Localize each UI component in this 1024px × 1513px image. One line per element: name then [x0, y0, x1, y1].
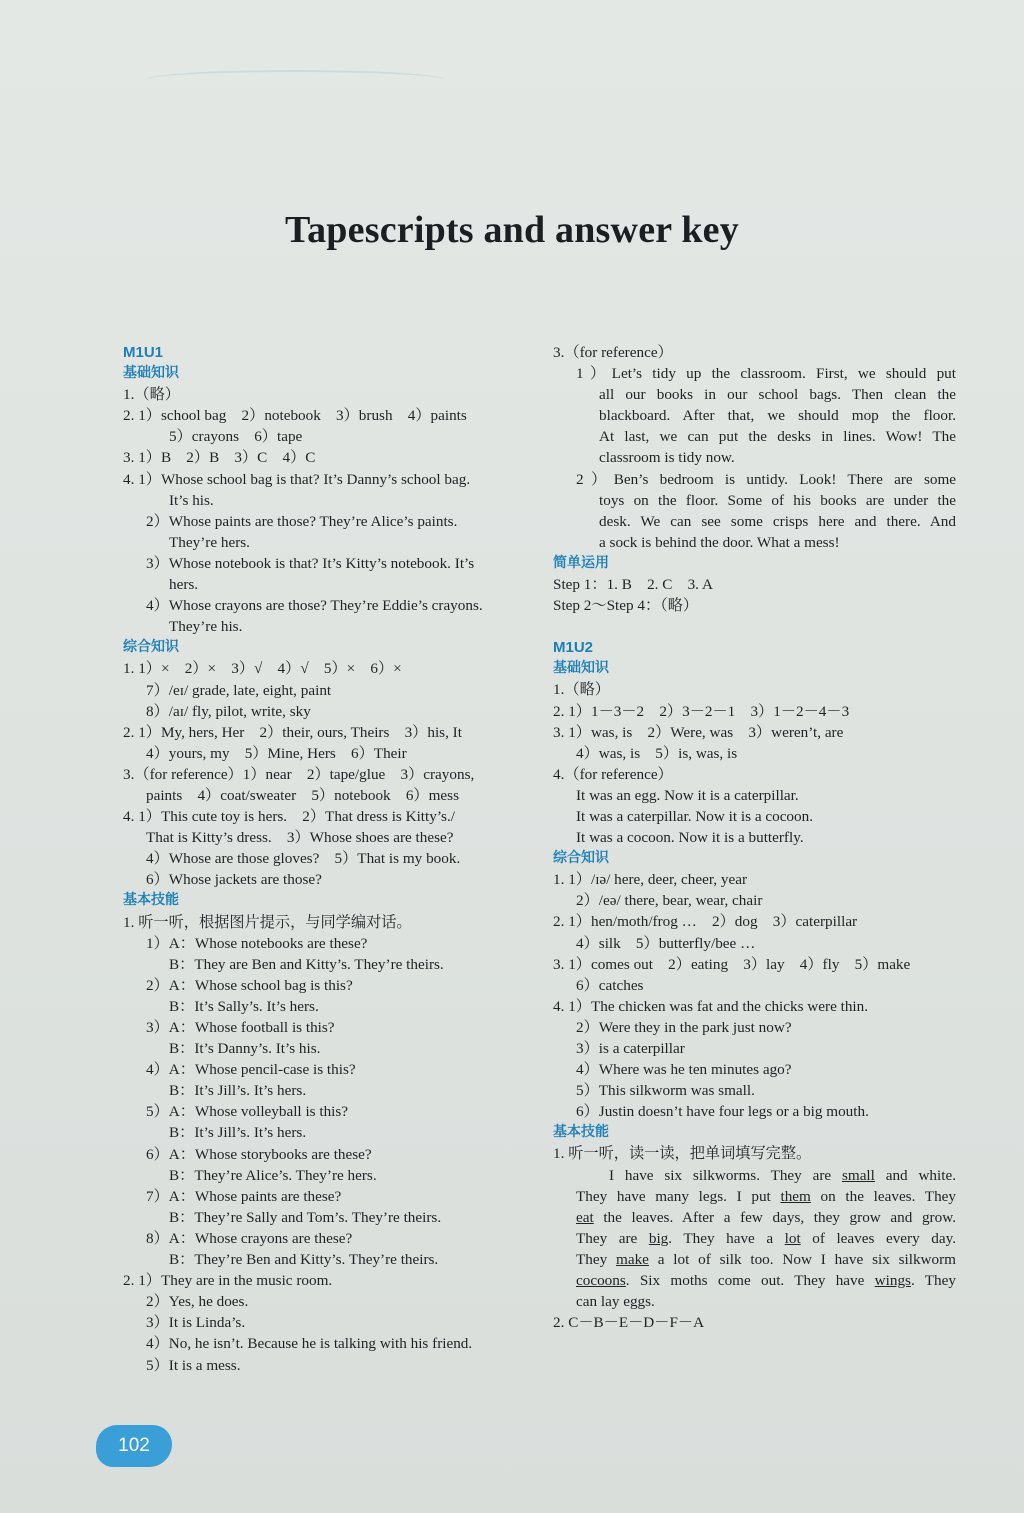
answer-line: 2）Whose paints are those? They’re Alice’s paints.	[146, 512, 458, 530]
section-heading: 基本技能	[553, 1124, 609, 1141]
cloze-line	[553, 1186, 956, 1207]
answer-line: 1. 听一听，读一读，把单词填写完整。	[553, 1145, 812, 1163]
passage-line: 1）Let’s tidy up the classroom. First, we should put	[576, 365, 956, 383]
answer-line: 2. 1）My, hers, Her 2）their, ours, Theirs 3）his, It	[123, 723, 462, 741]
page-number-badge: 102	[96, 1425, 172, 1467]
passage-line: all our books in our school bags. Then clean the	[599, 386, 956, 404]
answer-line: 4. 1）This cute toy is hers. 2）That dress is Kitty’s./	[123, 808, 455, 826]
answer-line: 3. 1）comes out 2）eating 3）lay 4）fly 5）make	[553, 955, 911, 973]
cloze-text: a lot of silk too. Now I have six silkworm	[648, 1250, 956, 1268]
answer-line: 2. 1）1－3－2 2）3－2－1 3）1－2－4－3	[553, 702, 850, 720]
section-heading: 综合知识	[123, 639, 179, 656]
cloze-line: can lay eggs.	[576, 1293, 655, 1311]
dialogue-line: 4）A：Whose pencil-case is this?	[146, 1061, 356, 1079]
dialogue-line: B：They’re Sally and Tom’s. They’re theirs.	[169, 1208, 442, 1226]
cloze-answer: cocoons	[576, 1272, 626, 1290]
cloze-answer: big	[648, 1229, 669, 1247]
section-heading: 基础知识	[123, 365, 179, 382]
answer-line: 4）Whose crayons are those? They’re Eddie’s crayons.	[146, 597, 483, 615]
cloze-text: They have many legs. I put	[576, 1187, 781, 1205]
answer-line: 3）is a caterpillar	[576, 1040, 685, 1057]
answer-line: 3. 1）B 2）B 3）C 4）C	[123, 449, 316, 467]
pencil-scribble	[145, 70, 445, 90]
dialogue-line: B：They’re Alice’s. They’re hers.	[169, 1166, 377, 1184]
answer-line: 1. 1）× 2）× 3）√ 4）√ 5）× 6）×	[123, 660, 402, 678]
page-title: Tapescripts and answer key	[285, 209, 739, 251]
dialogue-line: 3）A：Whose football is this?	[146, 1019, 335, 1036]
answer-line: 2. 1）They are in the music room.	[123, 1272, 333, 1290]
answer-line: 2）/eə/ there, bear, wear, chair	[576, 892, 763, 910]
cloze-text: the leaves. After a few days, they grow and grow.	[593, 1208, 956, 1226]
answer-line: 4）silk 5）butterfly/bee …	[576, 934, 756, 952]
answer-line: It’s his.	[169, 491, 214, 509]
cloze-answer: wings	[874, 1272, 911, 1290]
answer-line: 2. 1）school bag 2）notebook 3）brush 4）paints	[123, 407, 467, 425]
answer-line: 3）Whose notebook is that? It’s Kitty’s notebook. It’s	[146, 554, 475, 572]
answer-line: 5）It is a mess.	[146, 1356, 241, 1374]
cloze-line	[553, 1165, 956, 1186]
answer-line: hers.	[169, 576, 199, 594]
cloze-line	[553, 1207, 956, 1228]
cloze-text: They are	[576, 1229, 649, 1247]
answer-line: 6）Justin doesn’t have four legs or a big mouth.	[576, 1103, 869, 1121]
section-heading: 综合知识	[553, 850, 609, 867]
cloze-text: I have six silkworms. They are	[609, 1166, 842, 1184]
section-heading: 简单运用	[553, 554, 609, 571]
passage-line: classroom is tidy now.	[599, 449, 735, 467]
answer-line: 4）was, is 5）is, was, is	[576, 744, 738, 762]
cloze-text: They	[576, 1250, 617, 1268]
answer-line: 1. 1）/ɪə/ here, deer, cheer, year	[553, 871, 748, 889]
answer-line: They’re hers.	[169, 533, 250, 551]
answer-line: 2）Yes, he does.	[146, 1293, 249, 1311]
answer-line: 6）Whose jackets are those?	[146, 871, 322, 889]
answer-line: 4）yours, my 5）Mine, Hers 6）Their	[146, 744, 407, 762]
answer-line: 2. 1）hen/moth/frog … 2）dog 3）caterpillar	[553, 913, 858, 931]
answer-line: 4）Where was he ten minutes ago?	[576, 1061, 792, 1079]
dialogue-line: B：They are Ben and Kitty’s. They’re theirs.	[169, 955, 444, 973]
dialogue-line: 7）A：Whose paints are these?	[146, 1187, 342, 1205]
answer-line: 3.（for reference）1）near 2）tape/glue 3）crayons,	[123, 765, 475, 783]
left-column	[123, 342, 528, 1376]
cloze-answer: small	[841, 1166, 875, 1184]
cloze-text: and white.	[874, 1166, 956, 1184]
answer-line: 2. C－B－E－D－F－A	[553, 1314, 705, 1332]
passage-line: a sock is behind the door. What a mess!	[599, 533, 840, 551]
unit-heading: M1U2	[553, 639, 594, 657]
right-column	[553, 342, 956, 1333]
answer-line: 3. 1）was, is 2）Were, was 3）weren’t, are	[553, 723, 844, 741]
answer-line: Step 2～Step 4：（略）	[553, 597, 699, 615]
answer-line: 6）catches	[576, 976, 644, 994]
cloze-answer: them	[780, 1187, 811, 1205]
answer-line: 3）It is Linda’s.	[146, 1314, 246, 1332]
answer-line: 1.（略）	[553, 681, 610, 699]
dialogue-line: 2）A：Whose school bag is this?	[146, 976, 353, 994]
answer-line: It was a cocoon. Now it is a butterfly.	[576, 829, 804, 847]
section-heading: 基本技能	[123, 892, 179, 909]
answer-line: It was a caterpillar. Now it is a cocoon.	[576, 807, 814, 825]
dialogue-line: 8）A：Whose crayons are these?	[146, 1229, 353, 1247]
passage-line: desk. We can see some crisps here and there. And	[599, 512, 956, 530]
dialogue-line: B：They’re Ben and Kitty’s. They’re theirs.	[169, 1251, 439, 1269]
cloze-text: . Six moths come out. They have	[625, 1272, 875, 1290]
cloze-answer: eat	[576, 1208, 594, 1226]
answer-line: 5）This silkworm was small.	[576, 1082, 755, 1100]
passage-line: toys on the floor. Some of his books are under the	[599, 491, 956, 509]
passage-line: blackboard. After that, we should mop the floor.	[599, 407, 956, 425]
dialogue-line: B：It’s Jill’s. It’s hers.	[169, 1124, 307, 1142]
cloze-line	[553, 1270, 956, 1291]
answer-line: 1.（略）	[123, 386, 180, 404]
cloze-text: . They have a	[668, 1229, 785, 1247]
answer-line: 8）/aɪ/ fly, pilot, write, sky	[146, 702, 311, 720]
dialogue-line: 6）A：Whose storybooks are these?	[146, 1145, 372, 1163]
answer-line: 2）Were they in the park just now?	[576, 1018, 792, 1036]
answer-line: 7）/eɪ/ grade, late, eight, paint	[146, 681, 332, 699]
passage-line: At last, we can put the desks in lines. Wow! The	[599, 428, 956, 446]
answer-line: Step 1：1. B 2. C 3. A	[553, 576, 713, 594]
answer-line: It was an egg. Now it is a caterpillar.	[576, 786, 799, 804]
cloze-text: of leaves every day.	[800, 1229, 956, 1247]
cloze-answer: lot	[784, 1229, 801, 1247]
answer-line: 4）Whose are those gloves? 5）That is my book.	[146, 850, 461, 868]
answer-line: 4. 1）Whose school bag is that? It’s Danny’s school bag.	[123, 470, 471, 488]
dialogue-line: B：It’s Jill’s. It’s hers.	[169, 1082, 307, 1100]
cloze-text: . They	[910, 1272, 956, 1290]
answer-line: They’re his.	[169, 618, 243, 636]
answer-line: That is Kitty’s dress. 3）Whose shoes are these?	[146, 829, 454, 847]
unit-heading: M1U1	[123, 344, 164, 361]
cloze-line	[553, 1249, 956, 1270]
answer-line: 1. 听一听，根据图片提示，与同学编对话。	[123, 913, 412, 931]
dialogue-line: B：It’s Danny’s. It’s his.	[169, 1040, 321, 1058]
answer-line: 4.（for reference）	[553, 765, 673, 783]
answer-line: 4）No, he isn’t. Because he is talking with his friend.	[146, 1335, 473, 1353]
spacer	[553, 616, 956, 637]
cloze-text: on the leaves. They	[810, 1187, 957, 1205]
dialogue-line: B：It’s Sally’s. It’s hers.	[169, 997, 319, 1015]
dialogue-line: 1）A：Whose notebooks are these?	[146, 934, 368, 952]
section-heading: 基础知识	[553, 660, 609, 677]
answer-line: 5）crayons 6）tape	[169, 428, 303, 446]
cloze-answer: make	[616, 1250, 649, 1268]
answer-line: paints 4）coat/sweater 5）notebook 6）mess	[146, 786, 459, 804]
answer-line: 3.（for reference）	[553, 344, 673, 361]
passage-line: 2）Ben’s bedroom is untidy. Look! There are some	[576, 470, 956, 488]
dialogue-line: 5）A：Whose volleyball is this?	[146, 1103, 349, 1121]
cloze-line	[553, 1228, 956, 1249]
answer-line: 4. 1）The chicken was fat and the chicks were thin.	[553, 997, 869, 1015]
